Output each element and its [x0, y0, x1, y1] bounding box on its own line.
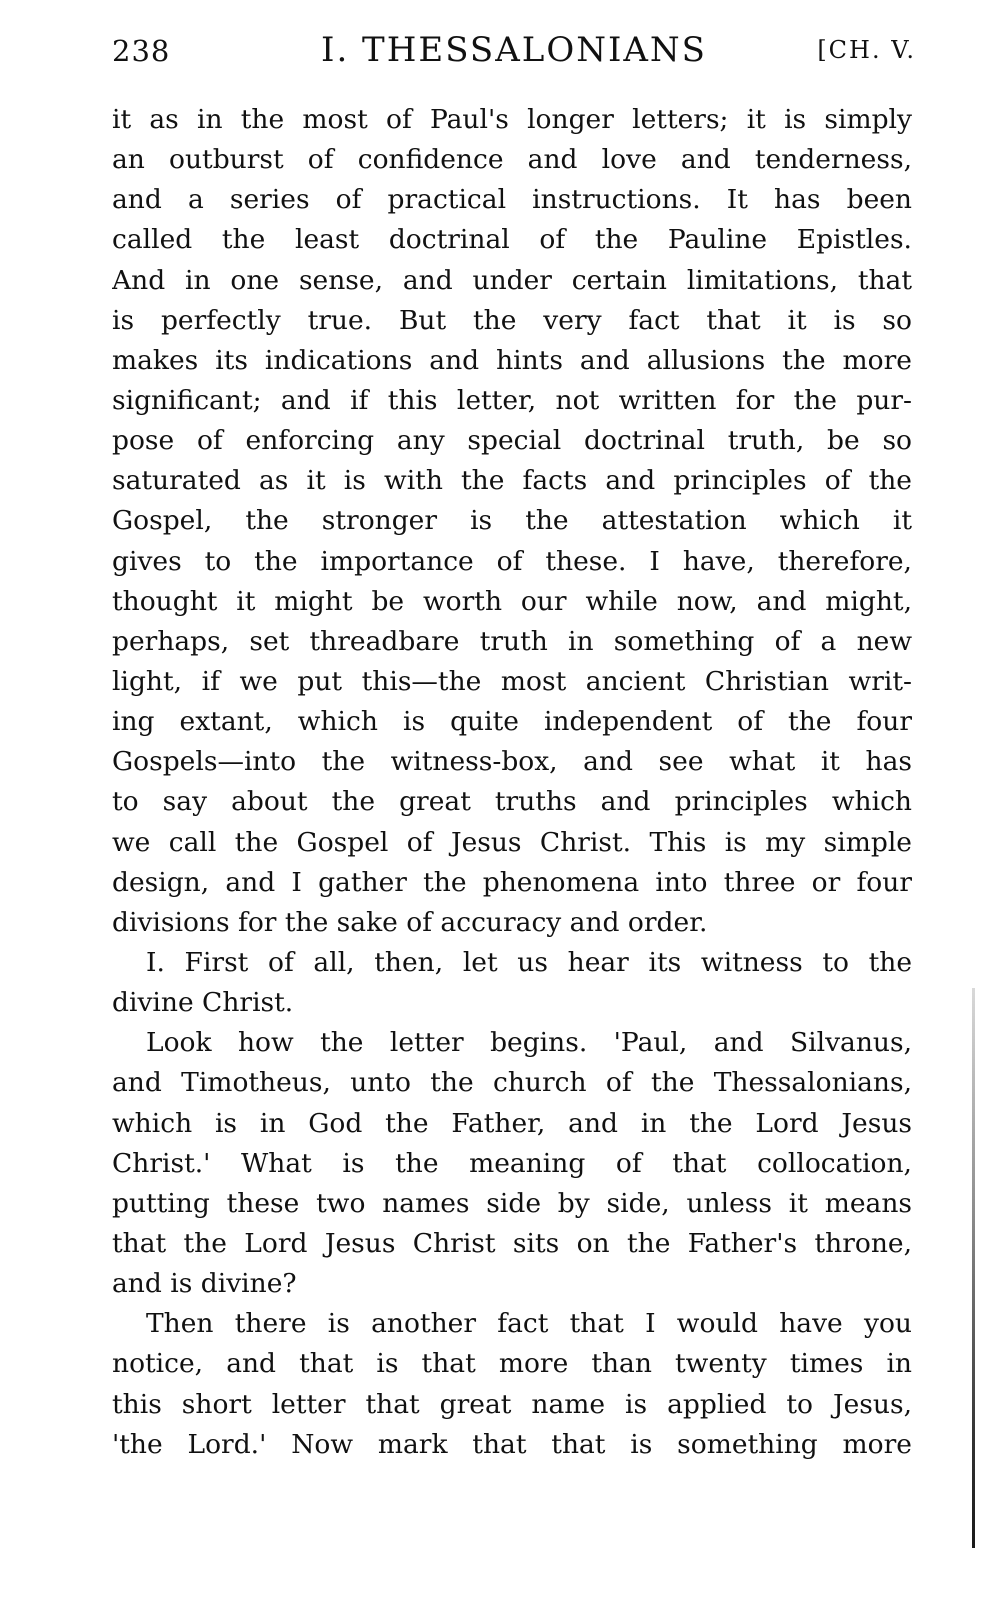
text-line: and a series of practical instructions. It has been: [112, 184, 912, 216]
binding-edge-shadow: [972, 988, 975, 1548]
text-line: Christ.' What is the meaning of that collocation,: [112, 1147, 912, 1179]
running-title: I. THESSALONIANS: [321, 30, 707, 70]
paragraph-start-line: Then there is another fact that I would have you: [146, 1308, 912, 1340]
paragraph-start-line: Look how the letter begins. 'Paul, and Silvanus,: [146, 1027, 912, 1059]
body-text: [112, 100, 912, 1465]
chapter-reference: [CH. V.: [817, 36, 916, 64]
text-line: is perfectly true. But the very fact that it is so: [112, 304, 912, 336]
text-line: this short letter that great name is applied to Jesus,: [112, 1388, 912, 1420]
text-line: makes its indications and hints and allusions the more: [112, 344, 912, 376]
text-line: thought it might be worth our while now, and might,: [112, 585, 912, 617]
text-line: ing extant, which is quite independent of the four: [112, 706, 912, 738]
text-line: design, and I gather the phenomena into three or four: [112, 866, 912, 898]
text-line: light, if we put this—the most ancient Christian writ-: [112, 665, 912, 697]
text-line: putting these two names side by side, unless it means: [112, 1187, 912, 1219]
text-line: divine Christ.: [112, 987, 294, 1019]
text-line: to say about the great truths and principles which: [112, 786, 912, 818]
text-line: notice, and that is that more than twenty times in: [112, 1348, 912, 1380]
text-line: pose of enforcing any special doctrinal truth, be so: [112, 425, 912, 457]
text-line: Gospel, the stronger is the attestation which it: [112, 505, 912, 537]
page-number: 238: [112, 34, 171, 68]
text-line: And in one sense, and under certain limitations, that: [112, 264, 912, 296]
text-line: divisions for the sake of accuracy and order.: [112, 906, 708, 938]
text-line: perhaps, set threadbare truth in something of a new: [112, 625, 912, 657]
text-line: significant; and if this letter, not written for the pur-: [112, 384, 912, 416]
text-line: that the Lord Jesus Christ sits on the Father's throne,: [112, 1227, 912, 1259]
text-line: which is in God the Father, and in the Lord Jesus: [112, 1107, 912, 1139]
section-heading-line: I. First of all, then, let us hear its witness to the: [146, 946, 912, 978]
text-line: and Timotheus, unto the church of the Thessalonians,: [112, 1067, 912, 1099]
text-line: 'the Lord.' Now mark that that is something more: [112, 1428, 912, 1460]
page-header: [112, 30, 916, 80]
text-line: an outburst of confidence and love and tenderness,: [112, 144, 912, 176]
text-line: Gospels—into the witness-box, and see what it has: [112, 746, 912, 778]
text-line: it as in the most of Paul's longer letters; it is simply: [112, 104, 912, 135]
text-line: saturated as it is with the facts and principles of the: [112, 465, 912, 497]
text-line: and is divine?: [112, 1268, 297, 1300]
text-line: called the least doctrinal of the Pauline Epistles.: [112, 224, 912, 256]
text-line: we call the Gospel of Jesus Christ. This is my simple: [112, 826, 912, 858]
text-line: gives to the importance of these. I have, therefore,: [112, 545, 912, 577]
